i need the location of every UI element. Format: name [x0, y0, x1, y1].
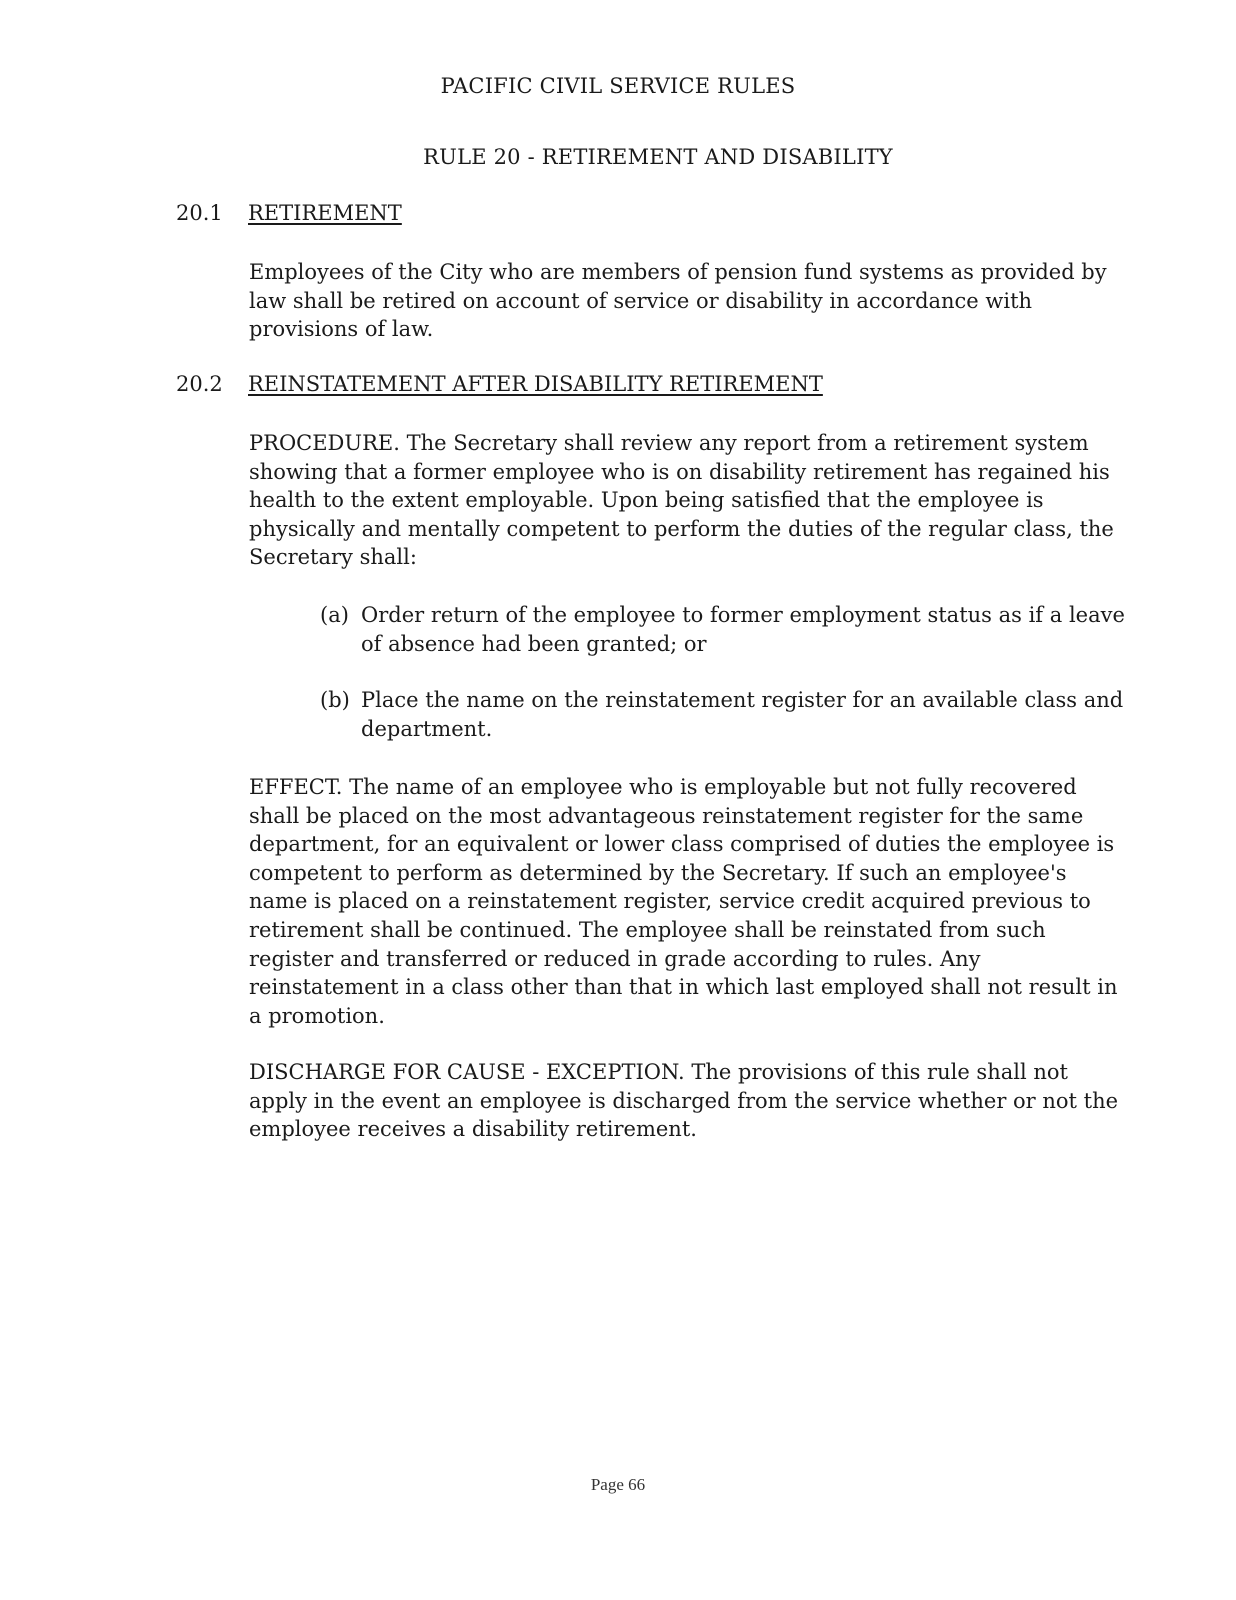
section-title: REINSTATEMENT AFTER DISABILITY RETIREMENT	[248, 372, 823, 396]
section-number: 20.1	[176, 201, 223, 225]
discharge-paragraph: DISCHARGE FOR CAUSE - EXCEPTION. The provisions of this rule shall not apply in the event an employee is discharged from the service whether or not the employee receives a disability retirement.	[249, 1060, 1119, 1142]
list-item-label: (a)	[320, 603, 349, 627]
rule-title: RULE 20 - RETIREMENT AND DISABILITY	[423, 145, 893, 169]
procedure-paragraph: PROCEDURE. The Secretary shall review any report from a retirement system showing that a former employee who is on disability retirement has regained his health to the extent employable. Upon being satisfied that the employee is physically and mentally competent to perform the duties of the regular class, the Secretary shall:	[249, 431, 1114, 570]
document-header: PACIFIC CIVIL SERVICE RULES	[440, 74, 796, 98]
section-heading-20-2	[176, 372, 823, 396]
retirement-paragraph: Employees of the City who are members of pension fund systems as provided by law shall be retired on account of service or disability in accordance with provisions of law.	[249, 260, 1107, 342]
list-item-b	[320, 686, 1151, 743]
section-heading-20-1	[176, 201, 402, 225]
effect-paragraph: EFFECT. The name of an employee who is employable but not fully recovered shall be placed on the most advantageous reinstatement register for the same department, for an equivalent or lower class comprised of duties the employee is competent to perform as determined by the Secretary. If such an employee's name is placed on a reinstatement register, service credit acquired previous to retirement shall be continued. The employee shall be reinstated from such register and transferred or reduced in grade according to rules. Any reinstatement in a class other than that in which last employed shall not result in a promotion.	[249, 775, 1118, 1028]
list-item-a	[320, 601, 1151, 658]
section-number: 20.2	[176, 372, 223, 396]
list-item-label: (b)	[320, 688, 350, 712]
list-item-text: Order return of the employee to former employment status as if a leave of absence had been granted; or	[361, 603, 1125, 656]
list-item-text: Place the name on the reinstatement register for an available class and department.	[361, 688, 1124, 741]
section-title: RETIREMENT	[248, 201, 402, 225]
page-number: Page 66	[590, 1475, 646, 1494]
